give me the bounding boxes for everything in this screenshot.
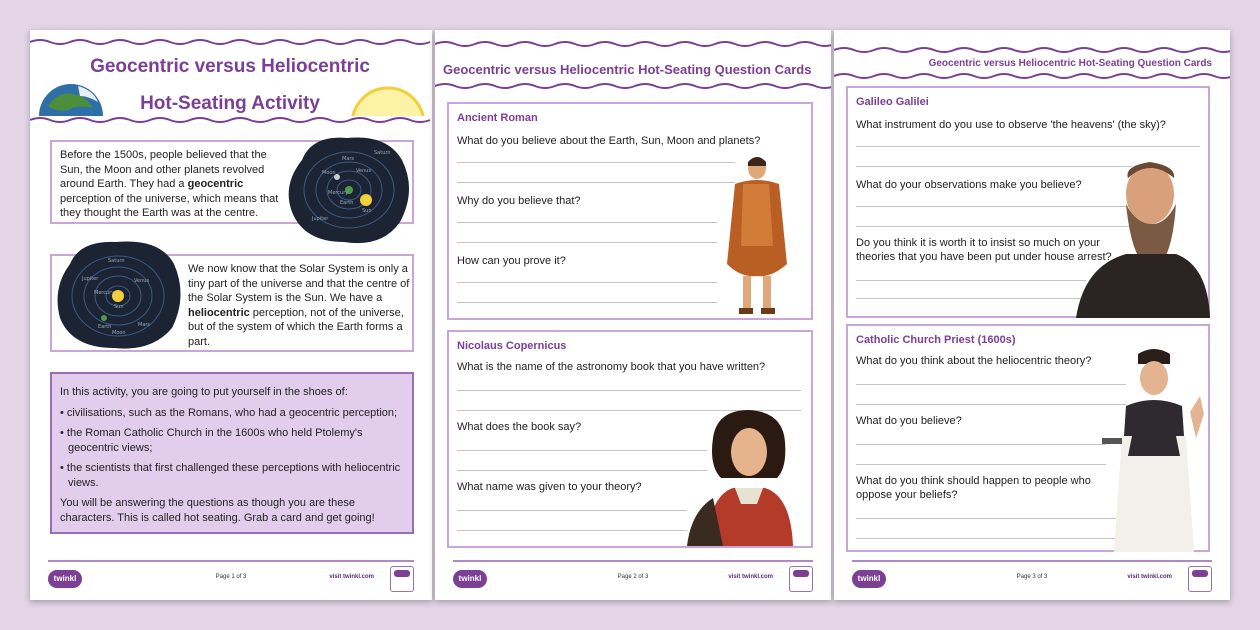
answer-line[interactable] [457,510,687,511]
page-footer [30,560,432,600]
diagram1-label: Moon [322,170,336,176]
answer-line[interactable] [457,282,717,283]
worksheet-page-2 [435,30,831,600]
card-question: What name was given to your theory? [457,481,642,493]
card-title: Nicolaus Copernicus [457,340,567,352]
header-wave-divider [834,72,1230,80]
diagram1-label: Mars [342,156,355,162]
answer-line[interactable] [856,146,1200,147]
diagram1-label: Mercury [328,190,349,196]
answer-line[interactable] [457,222,717,223]
diagram2-label: Venus [134,278,150,284]
title-wave-divider [30,116,432,124]
diagram2-label: Mars [138,322,151,328]
activity-bullet: • civilisations, such as the Romans, who had a geocentric perception; [60,406,398,419]
answer-line[interactable] [856,384,1126,385]
diagram1-label: Earth [340,200,354,206]
quality-badge-icon [1188,566,1212,592]
page-footer [834,560,1230,600]
answer-line[interactable] [457,302,717,303]
answer-line[interactable] [457,530,687,531]
diagram1-label: Saturn [374,150,391,156]
card-question: What instrument do you use to observe 'the heavens' (the sky)? [856,119,1166,131]
answer-line[interactable] [856,538,1116,539]
geocentric-paragraph: Before the 1500s, people believed that the Sun, the Moon and other planets revolved around Earth. They had a geocentric perception of the universe, which means that they thought the Earth was at the centre. [60,149,279,219]
card-question: Do you think it is worth it to insist so much on your theories that you have been put under house arrest? [856,237,1112,263]
visit-link[interactable]: visit twinkl.com [329,574,374,580]
page-number: Page 2 of 3 [617,574,649,580]
diagram2-label: Sun [114,304,124,310]
answer-line[interactable] [856,518,1116,519]
answer-line[interactable] [457,162,735,163]
card-question: What does the book say? [457,421,582,433]
twinkl-logo[interactable]: twinkl [852,570,886,588]
question-card-nicolaus-copernicus [447,330,813,548]
card-question: What do your observations make you believe? [856,179,1082,191]
diagram2-label: Saturn [108,258,125,264]
question-card-catholic-church-priest [846,324,1210,552]
question-card-ancient-roman [447,102,813,320]
answer-line[interactable] [457,242,717,243]
visit-link[interactable]: visit twinkl.com [728,574,773,580]
answer-line[interactable] [457,470,707,471]
header-wave-divider [435,82,831,90]
diagram1-label: Jupiter [312,216,329,222]
card-title: Galileo Galilei [856,96,929,108]
page-header: Geocentric versus Heliocentric Hot-Seating Question Cards [928,58,1212,69]
page-footer [435,560,831,600]
answer-line[interactable] [457,390,801,391]
diagram2-label: Jupiter [82,276,99,282]
diagram1-label: Sun [362,208,372,214]
quality-badge-icon [789,566,813,592]
visit-link[interactable]: visit twinkl.com [1127,574,1172,580]
heliocentric-paragraph: We now know that the Solar System is only a tiny part of the universe and that the centre of the Solar System is the Sun. We have a heliocentric perception, not of the universe, but of the system of which the Earth forms a part. [188,263,410,348]
answer-line[interactable] [856,444,1106,445]
diagram2-label: Moon [112,330,126,336]
worksheet-page-3 [834,30,1230,600]
activity-bullet: • the scientists that first challenged these perceptions with heliocentric views. [60,462,401,489]
activity-bullet: • the Roman Catholic Church in the 1600s who held Ptolemy's geocentric views; [60,427,363,454]
activity-outro: You will be answering the questions as though you are these characters. This is called hot seating. Grab a card and get going! [60,497,375,524]
title-line-1: Geocentric versus Heliocentric [90,56,370,77]
card-question: What do you believe? [856,415,962,427]
card-question: What do you think about the heliocentric theory? [856,355,1092,367]
top-wave-decoration [435,40,831,48]
worksheet-page-1 [30,30,432,600]
answer-line[interactable] [457,450,707,451]
page-title [90,52,370,118]
twinkl-logo[interactable]: twinkl [48,570,82,588]
card-question: How can you prove it? [457,255,566,267]
page-header: Geocentric versus Heliocentric Hot-Seating Question Cards [443,62,812,77]
answer-line[interactable] [856,298,1086,299]
ancient-roman-illustration [721,154,791,318]
question-card-galileo-galilei [846,86,1210,318]
twinkl-logo[interactable]: twinkl [453,570,487,588]
card-title: Catholic Church Priest (1600s) [856,334,1016,346]
heliocentric-diagram [52,236,186,352]
card-title: Ancient Roman [457,112,538,124]
top-wave-decoration [30,38,432,46]
diagram2-label: Mercury [94,290,115,296]
card-question: What do you believe about the Earth, Sun, Moon and planets? [457,135,761,147]
galileo-illustration [1076,154,1210,318]
card-question: What is the name of the astronomy book that you have written? [457,361,766,373]
answer-line[interactable] [856,464,1106,465]
answer-line[interactable] [457,182,735,183]
page-number: Page 1 of 3 [215,574,247,580]
activity-intro: In this activity, you are going to put yourself in the shoes of: [60,386,348,398]
page-number: Page 3 of 3 [1016,574,1048,580]
priest-illustration [1096,346,1210,552]
diagram2-label: Earth [98,324,112,330]
geocentric-diagram [282,130,412,246]
top-wave-decoration [834,46,1230,54]
card-question: Why do you believe that? [457,195,581,207]
copernicus-illustration [687,408,811,546]
card-question: What do you think should happen to people who oppose your beliefs? [856,475,1091,501]
answer-line[interactable] [856,404,1126,405]
diagram1-label: Venus [356,168,372,174]
activity-instructions-box [50,372,414,534]
title-line-2: Hot-Seating Activity [140,93,320,114]
quality-badge-icon [390,566,414,592]
answer-line[interactable] [856,280,1086,281]
